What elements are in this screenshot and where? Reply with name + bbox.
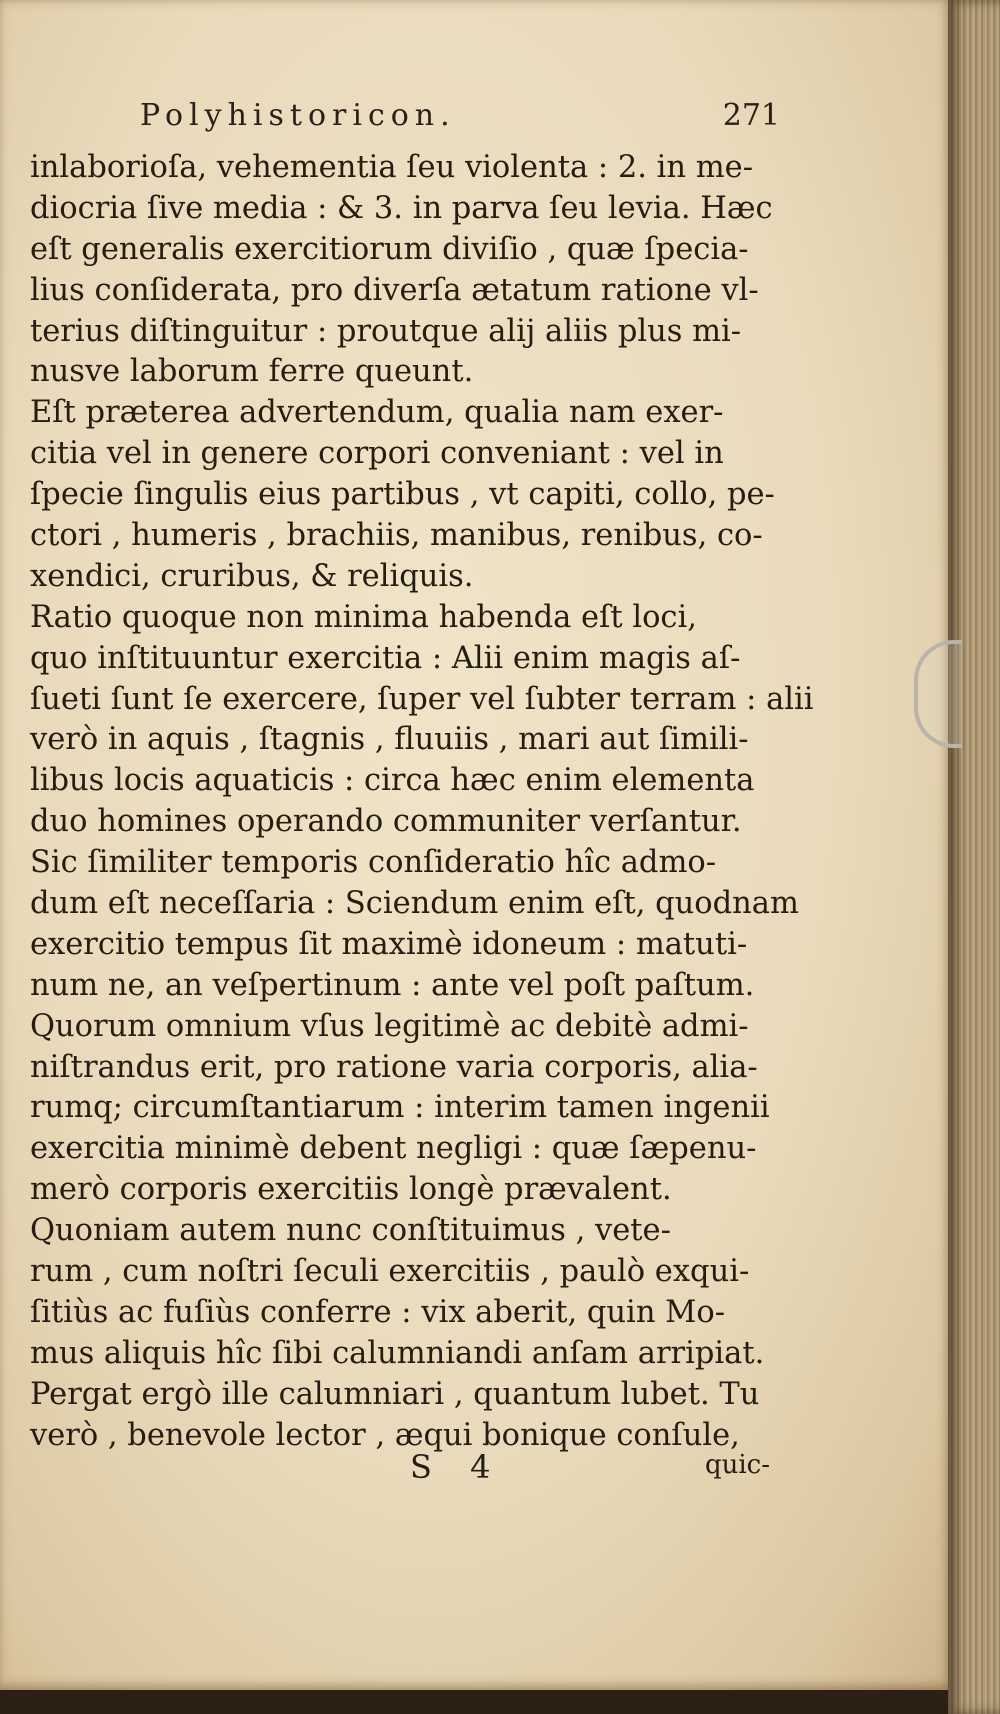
- text-line: Ratio quoque non minima habenda eſt loci,: [30, 599, 697, 635]
- text-line: ſpecie ſingulis eius partibus , vt capiti, collo, pe-: [30, 477, 775, 513]
- book-bottom-edge: [0, 1690, 952, 1714]
- text-line: rumq; circumſtantiarum : interim tamen ingenii: [30, 1090, 770, 1126]
- body-text: [30, 148, 814, 1457]
- text-line: niſtrandus erit, pro ratione varia corporis, alia-: [30, 1049, 758, 1085]
- text-line: diocria ſive media : & 3. in parva ſeu levia. Hæc: [30, 190, 773, 226]
- text-line: ſueti ſunt ſe exercere, ſuper vel ſubter terram : alii: [30, 681, 814, 717]
- text-line: nusve laborum ferre queunt.: [30, 354, 474, 390]
- text-line: mus aliquis hîc ſibi calumniandi anſam arripiat.: [30, 1335, 765, 1371]
- text-line: Pergat ergò ille calumniari , quantum lubet. Tu: [30, 1376, 760, 1412]
- text-line: rum , cum noſtri ſeculi exercitiis , paulò exqui-: [30, 1254, 750, 1290]
- text-line: citia vel in genere corpori conveniant : vel in: [30, 436, 724, 472]
- text-line: merò corporis exercitiis longè prævalent.: [30, 1172, 672, 1208]
- clip-clasp: [914, 640, 962, 748]
- text-line: Eſt præterea advertendum, qualia nam exer-: [30, 395, 724, 431]
- page-edges: [948, 0, 1000, 1714]
- catchword: quic-: [704, 1450, 770, 1480]
- footer-line: [410, 1448, 770, 1494]
- text-line: Sic ſimiliter temporis conſideratio hîc admo-: [30, 845, 717, 881]
- text-line: libus locis aquaticis : circa hæc enim elementa: [30, 763, 755, 799]
- text-line: terius diſtinguitur : proutque alij aliis plus mi-: [30, 313, 742, 349]
- text-line: Quoniam autem nunc conſtituimus , vete-: [30, 1213, 671, 1249]
- text-line: quo inſtituuntur exercitia : Alii enim magis aſ-: [30, 640, 741, 676]
- text-line: dum eſt neceſſaria : Sciendum enim eſt, quodnam: [30, 886, 799, 922]
- text-line: ctori , humeris , brachiis, manibus, renibus, co-: [30, 518, 763, 554]
- text-line: ſitiùs ac fuſiùs conferre : vix aberit, quin Mo-: [30, 1294, 726, 1330]
- text-line: duo homines operando communiter verſantur.: [30, 804, 742, 840]
- text-line: verò , benevole lector , æqui bonique conſule,: [30, 1417, 740, 1453]
- text-line: lius conſiderata, pro diverſa ætatum ratione vl-: [30, 272, 759, 308]
- text-line: exercitia minimè debent negligi : quæ ſæpenu-: [30, 1131, 757, 1167]
- text-line: eſt generalis exercitiorum diviſio , quæ ſpecia-: [30, 231, 749, 267]
- text-line: verò in aquis , ſtagnis , fluuiis , mari aut ſimili-: [30, 722, 749, 758]
- page-header: [140, 98, 780, 142]
- page-number: 271: [722, 98, 780, 133]
- text-line: num ne, an veſpertinum : ante vel poſt paſtum.: [30, 967, 755, 1003]
- running-title: Polyhistoricon.: [140, 98, 456, 133]
- signature-mark: S 4: [410, 1448, 505, 1486]
- text-line: exercitio tempus ſit maximè idoneum : matuti-: [30, 926, 748, 962]
- text-line: inlaborioſa, vehementia ſeu violenta : 2. in me-: [30, 150, 754, 185]
- text-line: xendici, cruribus, & reliquis.: [30, 558, 474, 594]
- text-line: Quorum omnium vſus legitimè ac debitè admi-: [30, 1008, 749, 1044]
